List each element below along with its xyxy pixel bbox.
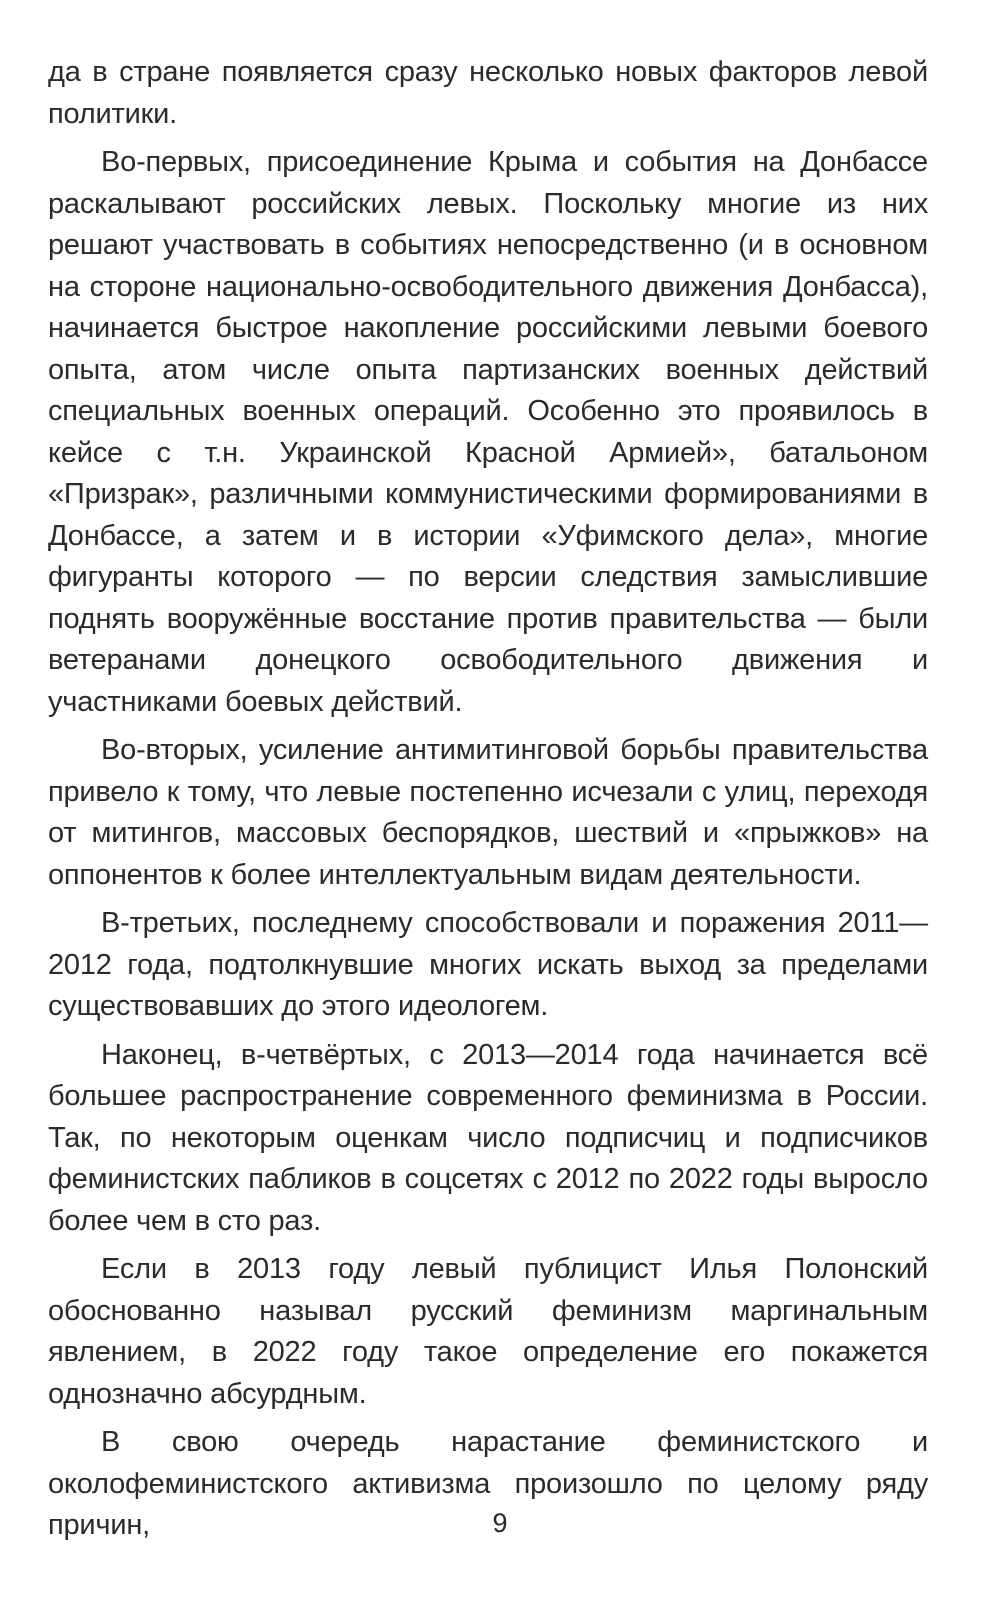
paragraph-first-reason: Во-первых, присоединение Крыма и события на Донбассе раскалывают российских левых. Поскольку многие из них решают участвовать в событиях непосредственно (и в основном на стороне национально-освободительного движения Донбасса), начинается быстрое накопление российскими левыми боевого опыта, атом числе опыта партизанских военных действий специальных военных операций. Особенно это проявилось в кейсе с т.н. Украинской Красной Армией», батальоном «Призрак», различными коммунистическими формированиями в Донбассе, а затем и в истории «Уфимского дела», многие фигуранты которого — по версии следствия замыслившие поднять вооружённые восстание против правительства — были ветеранами донецкого освободительного движения и участниками боевых действий.	[48, 146, 928, 718]
paragraph-third-reason: В-третьих, последнему способствовали и поражения 2011—2012 года, подтолкнувшие многих искать выход за пределами существовавших до этого идеологем.	[48, 907, 928, 1022]
paragraph-polonsky: Если в 2013 году левый публицист Илья Полонский обоснованно называл русский феминизм маргинальным явлением, в 2022 году такое определение его покажется однозначно абсурдным.	[48, 1253, 928, 1410]
page-number: 9	[492, 1508, 508, 1538]
paragraph-activism: В свою очередь нарастание феминистского и околофеминистского активизма произошло по целому ряду причин,	[48, 1426, 928, 1541]
paragraph-continuation: да в стране появляется сразу несколько новых факторов левой политики.	[48, 56, 928, 130]
paragraph-fourth-reason: Наконец, в-четвёртых, с 2013—2014 года начинается всё большее распространение современного феминизма в России. Так, по некоторым оценкам число подписчиц и подписчиков феминистских пабликов в соцсетях с 2012 по 2022 годы выросло более чем в сто раз.	[48, 1038, 928, 1237]
page-body	[48, 52, 928, 1554]
paragraph-second-reason: Во-вторых, усиление антимитинговой борьбы правительства привело к тому, что левые постепенно исчезали с улиц, переходя от митингов, массовых беспорядков, шествий и «прыжков» на оппонентов к более интеллектуальным видам деятельности.	[48, 734, 928, 891]
